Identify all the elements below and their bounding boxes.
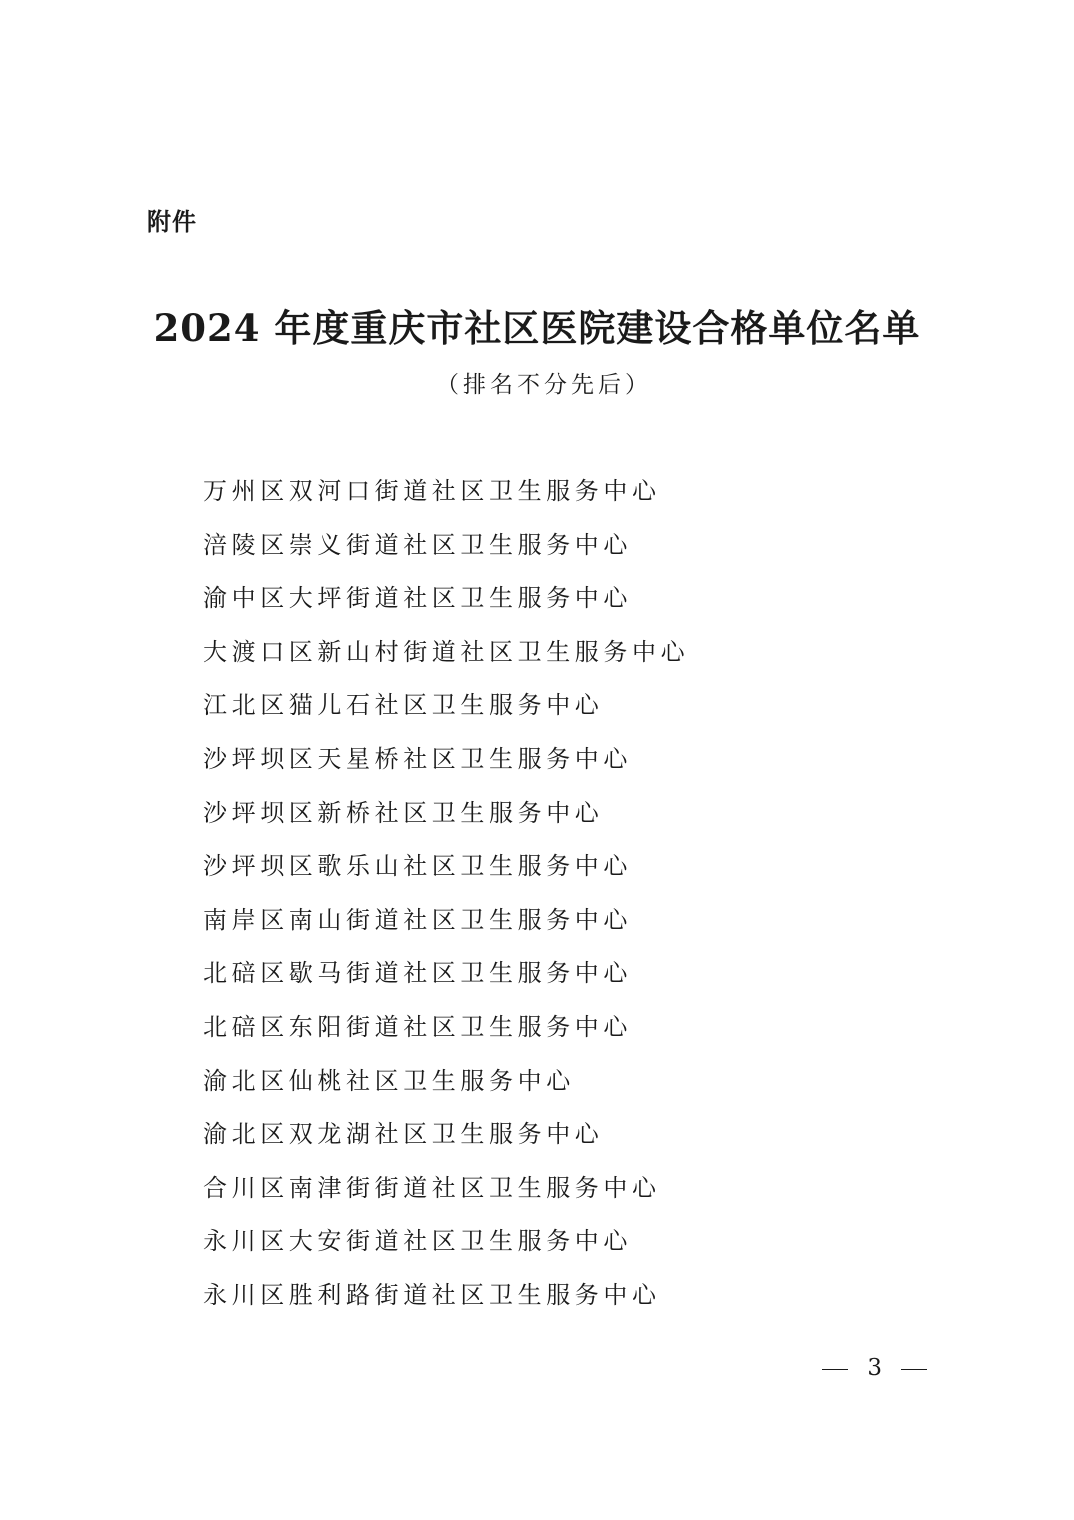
unit-list xyxy=(203,469,689,1327)
list-item: 沙坪坝区天星桥社区卫生服务中心 xyxy=(203,744,632,773)
page-number-value: 3 xyxy=(867,1355,882,1381)
list-item: 北碚区东阳街道社区卫生服务中心 xyxy=(203,1012,632,1041)
list-item: 永川区大安街道社区卫生服务中心 xyxy=(203,1227,632,1256)
list-item: 合川区南津街街道社区卫生服务中心 xyxy=(203,1173,661,1202)
document-title: 2024 年度重庆市社区医院建设合格单位名单 xyxy=(153,306,921,350)
attachment-label: 附件 xyxy=(147,208,197,236)
list-item: 渝北区双龙湖社区卫生服务中心 xyxy=(203,1120,604,1149)
document-subtitle: （排名不分先后） xyxy=(436,372,652,398)
list-item: 涪陵区崇义街道社区卫生服务中心 xyxy=(203,530,632,559)
list-item: 沙坪坝区新桥社区卫生服务中心 xyxy=(203,798,604,827)
page-number-dash-left xyxy=(822,1369,848,1370)
list-item: 北碚区歇马街道社区卫生服务中心 xyxy=(203,959,632,988)
list-item: 万州区双河口街道社区卫生服务中心 xyxy=(203,477,661,505)
list-item: 大渡口区新山村街道社区卫生服务中心 xyxy=(203,637,690,666)
list-item: 永川区胜利路街道社区卫生服务中心 xyxy=(203,1280,661,1309)
page-number-dash-right xyxy=(901,1369,927,1370)
list-item: 江北区猫儿石社区卫生服务中心 xyxy=(203,691,604,720)
list-item: 沙坪坝区歌乐山社区卫生服务中心 xyxy=(203,852,632,881)
page-number xyxy=(822,1352,927,1384)
list-item: 南岸区南山街道社区卫生服务中心 xyxy=(203,905,632,934)
list-item: 渝中区大坪街道社区卫生服务中心 xyxy=(203,584,632,613)
list-item: 渝北区仙桃社区卫生服务中心 xyxy=(203,1066,575,1095)
